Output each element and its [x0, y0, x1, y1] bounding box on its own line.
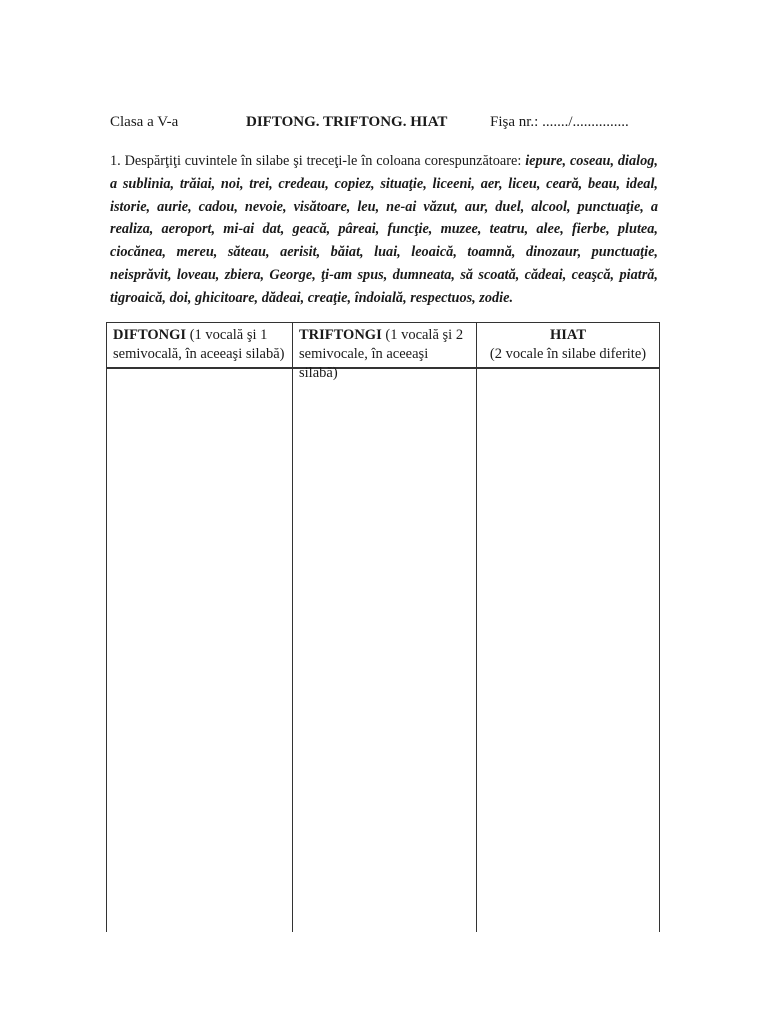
sheet-number-label: Fişa nr.: ......./............... — [490, 114, 629, 130]
column-diftongi[interactable] — [106, 322, 292, 932]
column-header-triftongi — [299, 326, 470, 383]
column-title: DIFTONGI — [113, 327, 187, 343]
column-desc-line2: semivocală, în aceeaşi silabă) — [113, 346, 285, 362]
column-title: HIAT — [550, 327, 586, 343]
instruction-intro: 1. Despărţiţi cuvintele în silabe şi treceţi-le în coloana corespunzătoare: — [110, 153, 526, 169]
exercise-instructions — [110, 150, 658, 310]
class-label: Clasa a V-a — [110, 114, 179, 130]
column-desc-inline: (1 vocală şi 2 — [381, 327, 464, 343]
column-hiat[interactable] — [476, 322, 660, 932]
column-desc-inline: (1 vocală şi 1 — [186, 327, 268, 343]
worksheet-header — [110, 114, 660, 136]
word-list: iepure, coseau, dialog, a sublinia, trăiai, noi, trei, credeau, copiez, situaţie, liceeni, aer, liceu, ceară, beau, ideal, istorie, aurie, cadou, nevoie, visătoare, leu, ne-ai văzut, aur, duel, alcool, punctuaţie, a realiza, aeroport, mi-ai dat, geacă, pâreai, funcţie, muzee, teatru, alee, fierbe, plutea, ciocănea, mereu, săteau, aerisit, băiat, luai, leoaică, toamnă, dinozaur, punctuaţie, neisprăvit, loveau, zbiera, George, ţi-am spus, dumneata, să scoată, cădeai, ceaşcă, piatră, tigroaică, doi, ghicitoare, dădeai, creaţie, îndoială, respectuos, zodie. — [110, 153, 658, 306]
page-title: DIFTONG. TRIFTONG. HIAT — [246, 114, 448, 130]
column-triftongi[interactable] — [292, 322, 476, 932]
column-title: TRIFTONGI — [299, 327, 382, 343]
column-desc-line2: semivocale, în aceeaşi silabă) — [299, 346, 429, 381]
column-header-hiat — [483, 326, 653, 364]
column-desc-line2: (2 vocale în silabe diferite) — [489, 346, 647, 362]
column-header-diftongi — [113, 326, 286, 364]
answer-table — [106, 322, 660, 932]
